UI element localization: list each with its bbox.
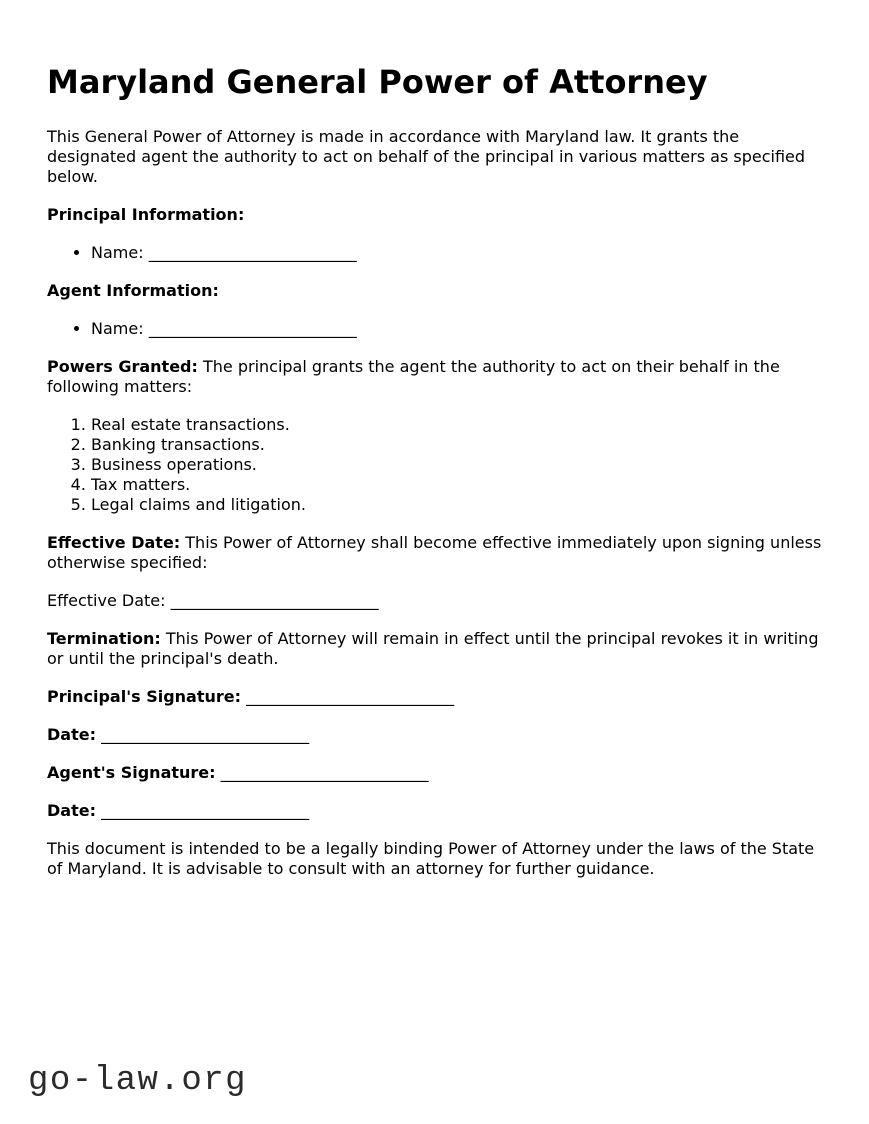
agent-date-blank-line: __________________________ (101, 801, 310, 820)
agent-signature-blank-line: __________________________ (220, 763, 429, 782)
effective-date-field (47, 591, 822, 611)
principal-signature-label: Principal's Signature: (47, 687, 242, 706)
powers-granted-label: Powers Granted: (47, 357, 198, 376)
agent-section-heading: Agent Information: (47, 281, 219, 300)
effective-date-blank-line: __________________________ (170, 591, 379, 610)
powers-granted-paragraph (47, 357, 822, 397)
powers-list-item: 2. Banking transactions. (91, 435, 822, 455)
agent-name-item (91, 319, 822, 339)
agent-signature-field (47, 763, 822, 783)
powers-list-item: 3. Business operations. (91, 455, 822, 475)
powers-list-item: 5. Legal claims and litigation. (91, 495, 822, 515)
principal-date-blank-line: __________________________ (101, 725, 310, 744)
principal-name-blank-line: __________________________ (148, 243, 357, 262)
powers-granted-text: The principal grants the agent the authority to act on their behalf in the following matters: (47, 357, 780, 396)
effective-date-label: Effective Date: (47, 533, 181, 552)
effective-date-field-label: Effective Date: (47, 591, 166, 610)
principal-name-list (47, 243, 822, 263)
agent-signature-label: Agent's Signature: (47, 763, 216, 782)
principal-section-heading: Principal Information: (47, 205, 245, 224)
agent-date-field (47, 801, 822, 821)
termination-label: Termination: (47, 629, 161, 648)
powers-list-item: 1. Real estate transactions. (91, 415, 822, 435)
closing-paragraph: This document is intended to be a legally binding Power of Attorney under the laws of the State of Maryland. It is advisable to consult with an attorney for further guidance. (47, 839, 815, 878)
termination-text: This Power of Attorney will remain in effect until the principal revokes it in writing or until the principal's death. (47, 629, 819, 668)
principal-signature-blank-line: __________________________ (246, 687, 455, 706)
agent-date-label: Date: (47, 801, 96, 820)
document-title: Maryland General Power of Attorney (47, 63, 708, 101)
principal-name-label: Name: (91, 243, 144, 262)
powers-list-item: 4. Tax matters. (91, 475, 822, 495)
agent-name-blank-line: __________________________ (148, 319, 357, 338)
agent-name-list (47, 319, 822, 339)
agent-name-label: Name: (91, 319, 144, 338)
effective-date-text: This Power of Attorney shall become effective immediately upon signing unless otherwise specified: (47, 533, 822, 572)
termination-paragraph (47, 629, 822, 669)
principal-name-item (91, 243, 822, 263)
effective-date-paragraph (47, 533, 822, 573)
intro-paragraph: This General Power of Attorney is made in accordance with Maryland law. It grants the designated agent the authority to act on behalf of the principal in various matters as specified below. (47, 127, 806, 186)
powers-list (47, 415, 822, 515)
principal-date-label: Date: (47, 725, 96, 744)
principal-date-field (47, 725, 822, 745)
principal-signature-field (47, 687, 822, 707)
footer-brand: go-law.org (28, 1062, 248, 1100)
